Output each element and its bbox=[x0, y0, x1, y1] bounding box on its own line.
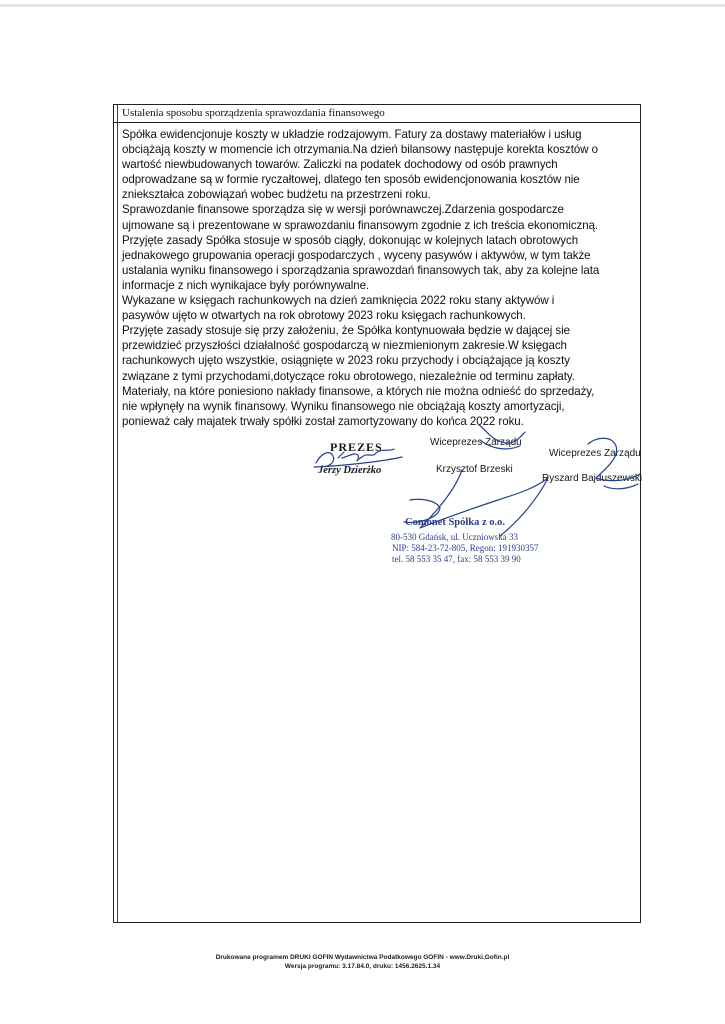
text-line: związane z tymi przychodami,dotyczące roku obrotowego, niezależnie od terminu zapłaty. bbox=[122, 369, 575, 383]
vice2-title: Wiceprezes Zarządu bbox=[549, 448, 641, 459]
header-divider bbox=[114, 122, 640, 123]
text-line: wartość niewbudowanych towarów. Zaliczki na podatek dochodowy od osób prawnych bbox=[122, 158, 558, 172]
text-line: Materiały, na które poniesiono nakłady finansowe, a których nie można odnieść do sprzedaży, bbox=[122, 384, 595, 398]
text-line: rachunkowych ujęto wszystkie, osiągnięte w 2023 roku przychody i obciążające ją koszty bbox=[122, 354, 570, 368]
notes-frame bbox=[113, 104, 641, 923]
text-line: przewidzieć przyszłości działalność gospodarczą w niezmienionym zakresie.W księgach bbox=[122, 339, 567, 353]
footer-line-2: Wersja programu: 3.17.84.0, druku: 1456.2625.1.34 bbox=[284, 963, 441, 970]
scan-top-edge bbox=[0, 4, 725, 7]
stamp-ids: NIP: 584-23-72-805, Regon: 191930357 bbox=[392, 543, 539, 553]
text-line: informacje z nich wynikajace były porównywalne. bbox=[122, 278, 370, 292]
text-line: ujmowane są i prezentowane w sprawozdaniu finansowym zgodnie z ich treścia ekonomiczną. bbox=[122, 218, 599, 232]
policy-text bbox=[122, 127, 642, 429]
text-line: nie wpłynęły na wynik finansowy. Wyniku finansowego nie obciążają koszty amortyzacji, bbox=[122, 399, 565, 413]
text-line: ponieważ cały majatek trwały spółki został zamortyzowany do końca 2022 roku. bbox=[122, 414, 524, 428]
vice1-name: Krzysztof Brzeski bbox=[436, 464, 513, 475]
text-line: ustalania wyniku finansowego i sporządzania sprawozdań finansowych tak, aby za kolejne lata bbox=[122, 263, 600, 277]
prezes-title: PREZES bbox=[330, 440, 383, 454]
text-line: zniekształca zobowiązań wobec budżetu na przestrzeni roku. bbox=[122, 188, 431, 202]
print-footer bbox=[0, 953, 725, 971]
frame-inner-rule bbox=[117, 105, 118, 922]
section-title: Ustalenia sposobu sporządzenia sprawozdania finansowego bbox=[122, 107, 385, 119]
vice1-title: Wiceprezes Zarządu bbox=[430, 437, 522, 448]
vice2-name: Ryszard Bajduszewski bbox=[542, 473, 643, 484]
footer-line-1: Drukowane programem DRUKI GOFIN Wydawnictwa Podatkowego GOFIN - www.Druki.Gofin.pl bbox=[215, 954, 510, 961]
stamp-address: 80-530 Gdańsk, ul. Uczniowska 33 bbox=[391, 532, 518, 542]
prezes-name: Jerzy Dzierżko bbox=[318, 465, 382, 476]
text-line: Spółka ewidencjonuje koszty w układzie rodzajowym. Fatury za dostawy materiałów i usług bbox=[122, 128, 582, 141]
text-line: Przyjęte zasady stosuje się przy założeniu, że Spółka kontynuowała będzie w dającej sie bbox=[122, 324, 570, 338]
text-line: obciążają koszty w momencie ich otrzymania.Na dzień bilansowy następuje korekta kosztów o bbox=[122, 143, 598, 157]
stamp-company: Comonet Spółka z o.o. bbox=[405, 517, 506, 528]
text-line: jednakowego grupowania operacji gospodarczych , wyceny pasywów i aktywów, w tym także bbox=[122, 248, 591, 262]
text-line: Sprawozdanie finansowe sporządza się w wersji porównawczej.Zdarzenia gospodarcze bbox=[122, 203, 564, 217]
text-line: odprowadzane są w formie ryczałtowej, dlatego ten sposób ewidencjonowania kosztów nie bbox=[122, 173, 580, 187]
text-line: pasywów ujęto w otwartych na rok obrotowy 2023 roku księgach rachunkowych. bbox=[122, 309, 526, 323]
text-line: Przyjęte zasady Spółka stosuje w sposób ciągły, dokonując w kolejnych latach obrotowych bbox=[122, 233, 579, 247]
stamp-phone: tel. 58 553 35 47, fax: 58 553 39 90 bbox=[392, 554, 521, 564]
text-line: Wykazane w księgach rachunkowych na dzień zamknięcia 2022 roku stany aktywów i bbox=[122, 294, 555, 308]
